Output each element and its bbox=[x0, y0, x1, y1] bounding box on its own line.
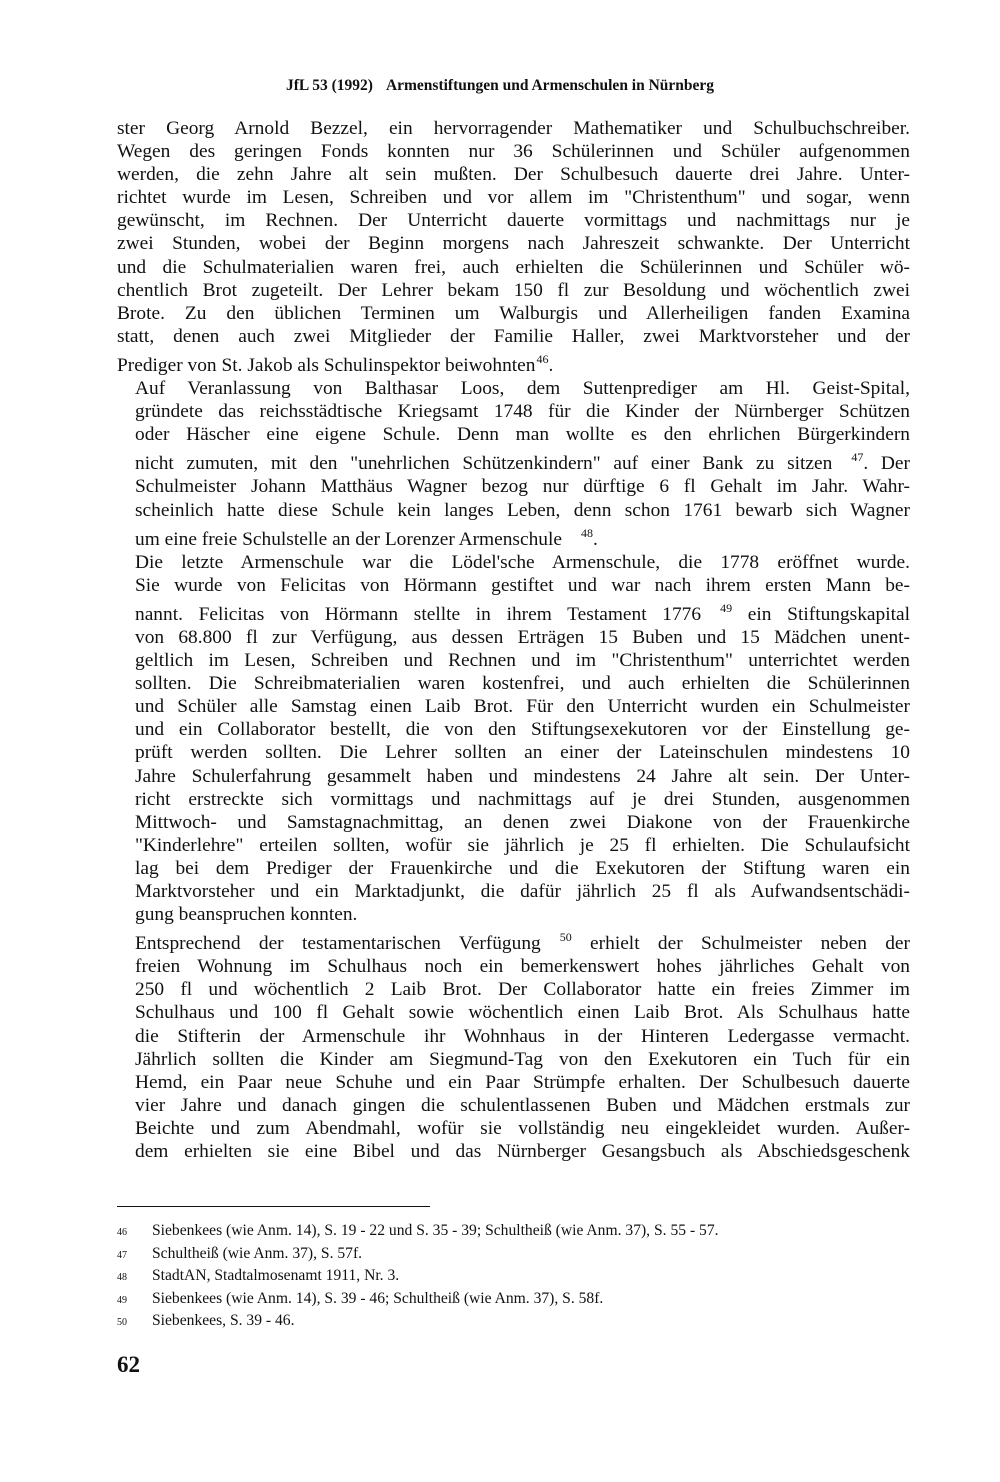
text-line: Beichte und zum Abendmahl, wofür sie vollständig neu eingekleidet wurden. Außer- bbox=[135, 1117, 910, 1139]
text-line: geltlich im Lesen, Schreiben und Rechnen und im "Christenthum" unterrichtet werden bbox=[135, 650, 910, 672]
footnote-48 bbox=[117, 1266, 910, 1289]
body-text bbox=[117, 117, 910, 1163]
text-line: Die letzte Armenschule war die Lödel'sche Armenschule, die 1778 eröffnet wurde. bbox=[135, 551, 910, 573]
text-line: Auf Veranlassung von Balthasar Loos, dem Suttenprediger am Hl. Geist-Spital, bbox=[135, 378, 910, 400]
text-line: gründete das reichsstädtische Kriegsamt 1748 für die Kinder der Nürnberger Schützen bbox=[135, 401, 910, 423]
text-line: Marktvorsteher und ein Marktadjunkt, die dafür jährlich 25 fl als Aufwandsentschädi- bbox=[135, 881, 910, 902]
text-line: werden, die zehn Jahre alt sein mußten. Der Schulbesuch dauerte drei Jahre. Unter- bbox=[117, 164, 910, 186]
text-line: Jahre Schulerfahrung gesammelt haben und mindestens 24 Jahre alt sein. Der Unter- bbox=[135, 765, 910, 787]
paragraph-2 bbox=[117, 377, 910, 551]
text-segment: Prediger von St. Jakob als Schulinspektor beiwohnten bbox=[117, 354, 536, 376]
footnote-number: 49 bbox=[117, 1294, 127, 1306]
text-segment: ein Stiftungskapital bbox=[732, 603, 910, 625]
footnote-50 bbox=[117, 1311, 910, 1334]
text-line: Schulmeister Johann Matthäus Wagner bezog nur dürftige 6 fl Gehalt im Jahr. Wahr- bbox=[135, 476, 910, 498]
text-line: gewünscht, im Rechnen. Der Unterricht dauerte vormittags und nachmittags nur je bbox=[117, 210, 910, 232]
text-line: richt erstreckte sich vormittags und nachmittags auf je drei Stunden, ausgenommen bbox=[135, 788, 910, 810]
text-segment: erhielt der Schulmeister neben der bbox=[571, 933, 910, 955]
text-line bbox=[117, 597, 910, 626]
footnote-number: 50 bbox=[117, 1317, 127, 1328]
footnote-ref-50[interactable]: 50 bbox=[559, 930, 572, 945]
text-line: und die Schulmaterialien waren frei, auch erhielten die Schülerinnen und Schüler wö- bbox=[117, 256, 910, 278]
footnote-ref-46[interactable]: 46 bbox=[536, 351, 549, 366]
text-line: Jährlich sollten die Kinder am Siegmund-Tag von den Exekutoren ein Tuch für ein bbox=[135, 1048, 910, 1070]
text-line bbox=[117, 348, 910, 377]
text-line: Brote. Zu den üblichen Terminen um Walburgis und Allerheiligen fanden Examina bbox=[117, 302, 910, 324]
footnote-ref-47[interactable]: 47 bbox=[851, 450, 864, 465]
paragraph-1 bbox=[117, 117, 910, 377]
paragraph-4 bbox=[117, 926, 910, 1163]
text-line: zwei Stunden, wobei der Beginn morgens nach Jahreszeit schwankte. Der Unterricht bbox=[117, 233, 910, 255]
footnote-text: Schultheiß (wie Anm. 37), S. 57f. bbox=[152, 1244, 363, 1262]
footnote-ref-48[interactable]: 48 bbox=[580, 525, 593, 540]
text-line: statt, denen auch zwei Mitglieder der Familie Haller, zwei Marktvorsteher und der bbox=[117, 325, 910, 347]
running-header bbox=[0, 77, 1000, 95]
text-line: lag bei dem Prediger der Frauenkirche und die Exekutoren der Stiftung waren ein bbox=[135, 857, 910, 879]
paragraph-3 bbox=[117, 551, 910, 927]
footnote-number: 46 bbox=[117, 1227, 127, 1238]
text-segment: . bbox=[548, 354, 554, 376]
text-line: Wegen des geringen Fonds konnten nur 36 Schülerinnen und Schüler aufgenommen bbox=[117, 141, 910, 163]
text-line bbox=[117, 522, 910, 551]
article-title: Armenstiftungen und Armenschulen in Nürnberg bbox=[385, 77, 715, 94]
footnote-text: Siebenkees (wie Anm. 14), S. 19 - 22 und S. 35 - 39; Schultheiß (wie Anm. 37), S. 55 - 57. bbox=[152, 1222, 719, 1239]
text-line bbox=[117, 446, 910, 475]
journal-citation: JfL 53 (1992) bbox=[285, 77, 373, 94]
text-line: sollten. Die Schreibmaterialien waren kostenfrei, und auch erhielten die Schülerinnen bbox=[135, 673, 910, 695]
text-segment: nicht zumuten, mit den "unehrlichen Schützenkindern" auf einer Bank zu sitzen bbox=[135, 453, 833, 475]
text-line: gung beanspruchen konnten. bbox=[135, 904, 358, 926]
text-line: Hemd, ein Paar neue Schuhe und ein Paar Strümpfe erhalten. Der Schulbesuch dauerte bbox=[135, 1071, 910, 1093]
text-line: 250 fl und wöchentlich 2 Laib Brot. Der Collaborator hatte ein freies Zimmer im bbox=[135, 979, 910, 1001]
footnote-ref-49[interactable]: 49 bbox=[720, 600, 733, 615]
text-line: von 68.800 fl zur Verfügung, aus dessen Erträgen 15 Buben und 15 Mädchen unent- bbox=[135, 626, 910, 648]
footnote-number: 47 bbox=[117, 1249, 127, 1261]
text-line: Schulhaus und 100 fl Gehalt sowie wöchentlich einen Laib Brot. Als Schulhaus hatte bbox=[135, 1002, 910, 1024]
page-number: 62 bbox=[117, 1352, 140, 1377]
footnote-49 bbox=[117, 1289, 910, 1312]
text-line: "Kinderlehre" erteilen sollten, wofür sie jährlich je 25 fl erhielten. Die Schulaufsicht bbox=[135, 834, 910, 856]
text-segment: um eine freie Schulstelle an der Lorenzer Armenschule bbox=[135, 528, 562, 550]
footnote-text: StadtAN, Stadtalmosenamt 1911, Nr. 3. bbox=[152, 1267, 400, 1284]
text-segment: Entsprechend der testamentarischen Verfügung bbox=[135, 933, 541, 955]
text-line: chentlich Brot zugeteilt. Der Lehrer bekam 150 fl zur Besoldung und wöchentlich zwei bbox=[117, 279, 910, 301]
footnote-46 bbox=[117, 1221, 910, 1244]
text-line: und Schüler alle Samstag einen Laib Brot. Für den Unterricht wurden ein Schulmeister bbox=[135, 696, 910, 718]
text-line: die Stifterin der Armenschule ihr Wohnhaus in der Hinteren Ledergasse vermacht. bbox=[135, 1025, 910, 1047]
text-line: oder Häscher eine eigene Schule. Denn man wollte es den ehrlichen Bürgerkindern bbox=[135, 424, 910, 446]
text-line: prüft werden sollten. Die Lehrer sollten an einer der Lateinschulen mindestens 10 bbox=[135, 742, 910, 764]
text-line: und ein Collaborator bestellt, die von den Stiftungsexekutoren vor der Einstellung ge- bbox=[135, 719, 910, 741]
text-line: dem erhielten sie eine Bibel und das Nürnberger Gesangsbuch als Abschiedsgeschenk bbox=[135, 1141, 910, 1163]
text-segment: . Der bbox=[863, 453, 910, 475]
text-line: richtet wurde im Lesen, Schreiben und vor allem im "Christenthum" und sogar, wenn bbox=[117, 187, 910, 209]
text-line: vier Jahre und danach gingen die schulentlassenen Buben und Mädchen erstmals zur bbox=[135, 1094, 910, 1116]
text-line: Sie wurde von Felicitas von Hörmann gestiftet und war nach ihrem ersten Mann be- bbox=[135, 574, 910, 596]
text-segment: nannt. Felicitas von Hörmann stellte in ihrem Testament 1776 bbox=[135, 603, 702, 625]
footnote-divider bbox=[117, 1206, 430, 1207]
footnote-47 bbox=[117, 1244, 910, 1267]
footnote-text: Siebenkees, S. 39 - 46. bbox=[152, 1312, 295, 1329]
text-line: scheinlich hatte diese Schule kein langes Leben, denn schon 1761 bewarb sich Wagner bbox=[135, 499, 910, 521]
text-line bbox=[117, 926, 910, 955]
text-line: Mittwoch- und Samstagnachmittag, an denen zwei Diakone von der Frauenkirche bbox=[135, 811, 910, 833]
footnotes bbox=[117, 1221, 910, 1334]
footnote-text: Siebenkees (wie Anm. 14), S. 39 - 46; Schultheiß (wie Anm. 37), S. 58f. bbox=[152, 1289, 604, 1307]
text-segment: . bbox=[592, 528, 598, 550]
footnote-number: 48 bbox=[117, 1272, 127, 1283]
text-line: ster Georg Arnold Bezzel, ein hervorragender Mathematiker und Schulbuchschreiber. bbox=[117, 118, 910, 139]
text-line: freien Wohnung im Schulhaus noch ein bemerkenswert hohes jährliches Gehalt von bbox=[135, 956, 910, 978]
